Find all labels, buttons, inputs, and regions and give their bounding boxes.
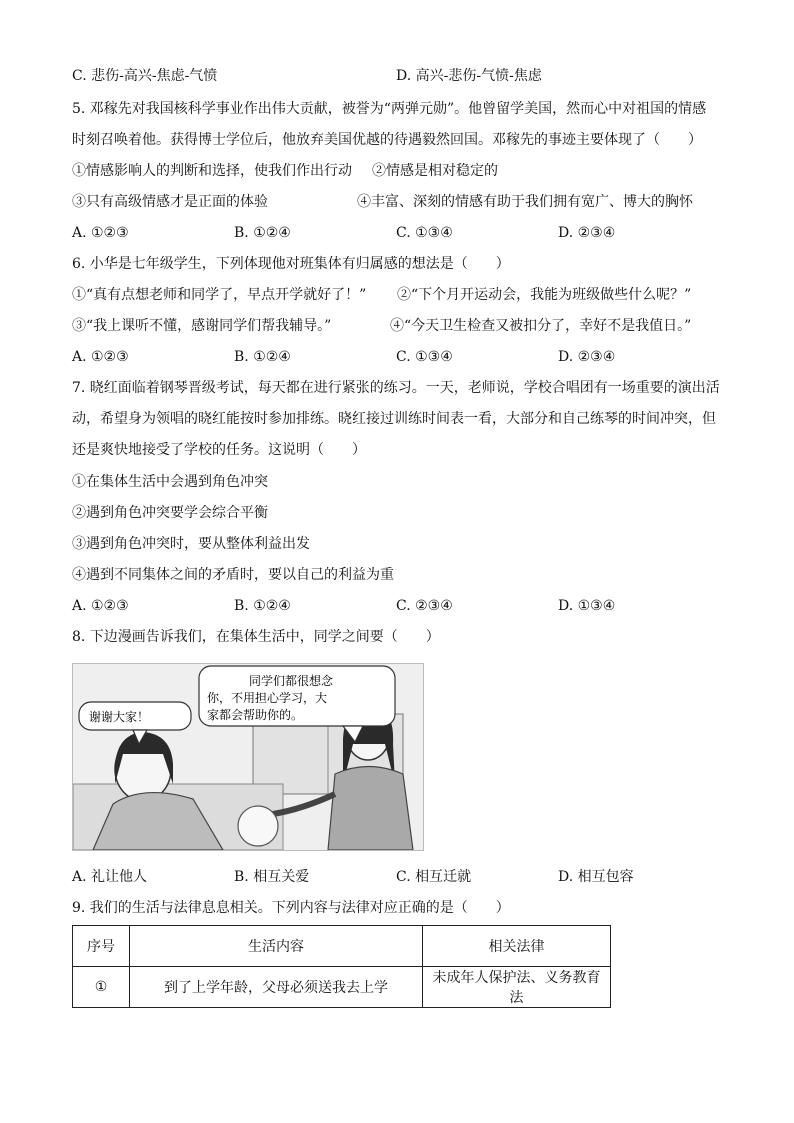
header-index: 序号 — [73, 926, 130, 967]
q9-stem: 9. 我们的生活与法律息息相关。下列内容与法律对应正确的是（ ） — [72, 900, 510, 916]
q5-stem-line-2: 时刻召唤着他。获得博士学位后，他放弃美国优越的待遇毅然回国。邓稼先的事迹主要体现了（ ） — [72, 132, 702, 148]
q6-option-c: C. ①③④ — [396, 349, 453, 365]
q7-stem-line-2: 动，希望身为领唱的晓红能按时参加排练。晓红接过训练时间表一看，大部分和自己练琴的时间冲突，但 — [72, 411, 716, 427]
q5-option-a: A. ①②③ — [72, 225, 129, 241]
q5-item-2: ②情感是相对稳定的 — [372, 163, 498, 179]
q5-stem-line-1: 5. 邓稼先对我国核科学事业作出伟大贡献，被誉为“两弹元勋”。他曾留学美国，然而心中对祖国的情感 — [72, 101, 707, 117]
row-related-law: 未成年人保护法、义务教育法 — [423, 967, 611, 1008]
comic-right-bubble-line-3: 家都会帮助你的。 — [207, 708, 304, 722]
q7-item-3: ③遇到角色冲突时，要从整体利益出发 — [72, 536, 310, 552]
q5-option-c: C. ①③④ — [396, 225, 453, 241]
q7-option-d: D. ①③④ — [558, 598, 616, 614]
q8-option-d: D. 相互包容 — [558, 869, 634, 885]
q4-option-c: C. 悲伤-高兴-焦虑-气愤 — [72, 68, 218, 84]
table-row — [73, 967, 611, 1008]
header-life-content: 生活内容 — [130, 926, 423, 967]
q5-option-d: D. ②③④ — [558, 225, 616, 241]
q7-stem-line-3: 还是爽快地接受了学校的任务。这说明（ ） — [72, 442, 366, 458]
q7-stem-line-1: 7. 晓红面临着钢琴晋级考试，每天都在进行紧张的练习。一天，老师说，学校合唱团有一场重要的演出活 — [72, 380, 720, 396]
q6-stem: 6. 小华是七年级学生，下列体现他对班集体有归属感的想法是（ ） — [72, 256, 510, 272]
q6-option-a: A. ①②③ — [72, 349, 129, 365]
comic-left-bubble-text: 谢谢大家！ — [89, 710, 150, 724]
comic-drawing — [73, 664, 423, 850]
q6-item-3: ③“我上课听不懂，感谢同学们帮我辅导。” — [72, 318, 332, 334]
q5-item-4: ④丰富、深刻的情感有助于我们拥有宽广、博大的胸怀 — [357, 194, 693, 210]
comic-right-bubble-line-1: 同学们都很想念 — [249, 674, 334, 688]
comic-illustration — [72, 663, 424, 851]
q7-item-4: ④遇到不同集体之间的矛盾时，要以自己的利益为重 — [72, 567, 394, 583]
q6-item-2: ②“下个月开运动会，我能为班级做些什么呢？” — [397, 287, 692, 303]
q7-option-a: A. ①②③ — [72, 598, 129, 614]
q7-option-b: B. ①②④ — [234, 598, 291, 614]
q8-option-c: C. 相互迁就 — [396, 869, 472, 885]
row-life-content: 到了上学年龄，父母必须送我去上学 — [130, 967, 423, 1008]
header-related-law: 相关法律 — [423, 926, 611, 967]
q8-option-a: A. 礼让他人 — [72, 869, 148, 885]
q8-option-b: B. 相互关爱 — [234, 869, 310, 885]
row-index: ① — [73, 967, 130, 1008]
q7-option-c: C. ②③④ — [396, 598, 453, 614]
q6-option-d: D. ②③④ — [558, 349, 616, 365]
q5-option-b: B. ①②④ — [234, 225, 291, 241]
q4-option-d: D. 高兴-悲伤-气愤-焦虑 — [396, 68, 542, 84]
q6-option-b: B. ①②④ — [234, 349, 291, 365]
q6-item-1: ①“真有点想老师和同学了，早点开学就好了！” — [72, 287, 367, 303]
comic-right-bubble-line-2: 你，不用担心学习，大 — [207, 691, 328, 705]
q7-item-1: ①在集体生活中会遇到角色冲突 — [72, 474, 268, 490]
q5-item-1: ①情感影响人的判断和选择，使我们作出行动 — [72, 163, 352, 179]
q8-stem: 8. 下边漫画告诉我们，在集体生活中，同学之间要（ ） — [72, 629, 440, 645]
law-table-header-row — [73, 926, 611, 967]
q5-item-3: ③只有高级情感才是正面的体验 — [72, 194, 268, 210]
law-table — [72, 925, 611, 1008]
q7-item-2: ②遇到角色冲突要学会综合平衡 — [72, 505, 268, 521]
q6-item-4: ④“今天卫生检查又被扣分了，幸好不是我值日。” — [390, 318, 692, 334]
